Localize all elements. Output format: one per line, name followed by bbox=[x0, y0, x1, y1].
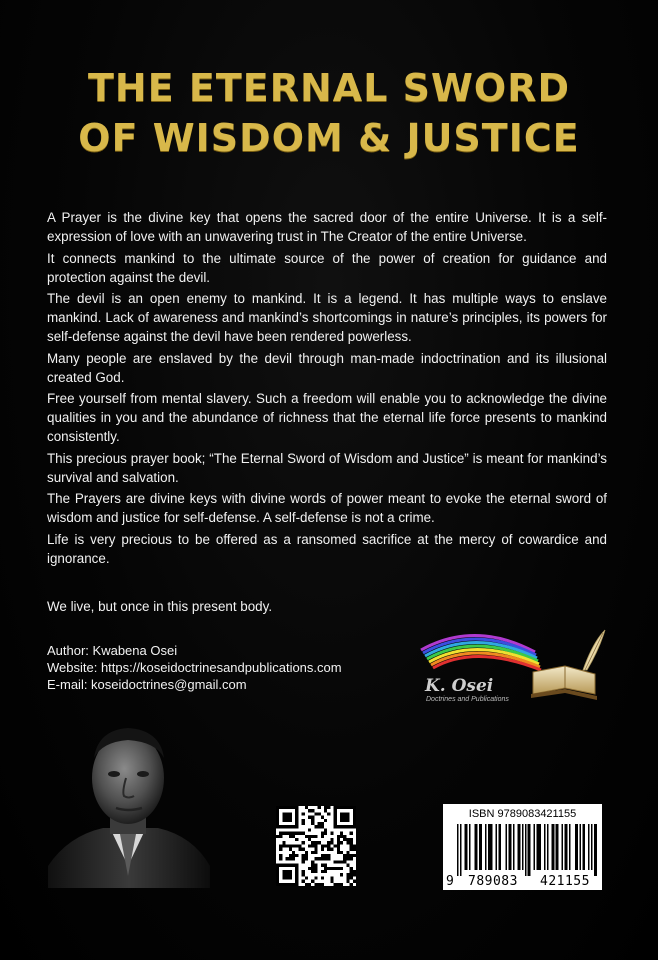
paragraph: It connects mankind to the ultimate source of the power of creation for guidance and protection against the devil. bbox=[47, 250, 607, 285]
website-line: Website: https://koseidoctrinesandpublications.com bbox=[47, 660, 342, 675]
title-line-2: OF WISDOM & JUSTICE bbox=[78, 116, 580, 160]
contact-info bbox=[47, 642, 342, 693]
closing-line: We live, but once in this present body. bbox=[47, 599, 273, 614]
author-portrait bbox=[48, 716, 210, 888]
paragraph: This precious prayer book; “The Eternal Sword of Wisdom and Justice” is meant for mankind’s survival and salvation. bbox=[47, 450, 607, 485]
barcode-bars bbox=[457, 824, 597, 876]
blurb-text bbox=[47, 208, 607, 570]
title-line-1: THE ETERNAL SWORD bbox=[87, 66, 571, 110]
isbn-barcode bbox=[443, 804, 602, 890]
paragraph: The devil is an open enemy to mankind. It is a legend. It has multiple ways to enslave mankind. Lack of awareness and mankind’s shortcomings in nature’s principles, its powers for self-defense against the devil have been rendered powerless. bbox=[47, 291, 607, 344]
paragraph: Many people are enslaved by the devil through man-made indoctrination and its illusional created God. bbox=[47, 350, 607, 385]
paragraph: Life is very precious to be offered as a ransomed sacrifice at the mercy of cowardice and ignorance. bbox=[47, 531, 607, 566]
paragraph: The Prayers are divine keys with divine words of power meant to evoke the eternal sword of wisdom and justice for self-defense. A self-defense is not a crime. bbox=[47, 491, 607, 525]
isbn-label: ISBN 9789083421155 bbox=[468, 808, 577, 820]
author-line: Author: Kwabena Osei bbox=[47, 643, 178, 658]
isbn-digit-group-2: 421155 bbox=[540, 874, 590, 889]
isbn-digit-prefix: 9 bbox=[446, 874, 455, 889]
paragraph: Free yourself from mental slavery. Such a freedom will enable you to acknowledge the divine qualities in you and the abundance of richness that the eternal life force presents to mankind consistently. bbox=[47, 391, 607, 444]
publisher-logo-subtitle: Doctrines and Publications bbox=[426, 696, 509, 703]
isbn-digit-group-1: 789083 bbox=[468, 874, 518, 889]
email-line: E-mail: koseidoctrines@gmail.com bbox=[47, 677, 247, 692]
qr-code bbox=[276, 806, 356, 886]
publisher-logo-name: K. Osei bbox=[425, 676, 494, 696]
paragraph: A Prayer is the divine key that opens the sacred door of the entire Universe. It is a self-expression of love with an unwavering trust in The Creator of the entire Universe. bbox=[47, 210, 607, 244]
